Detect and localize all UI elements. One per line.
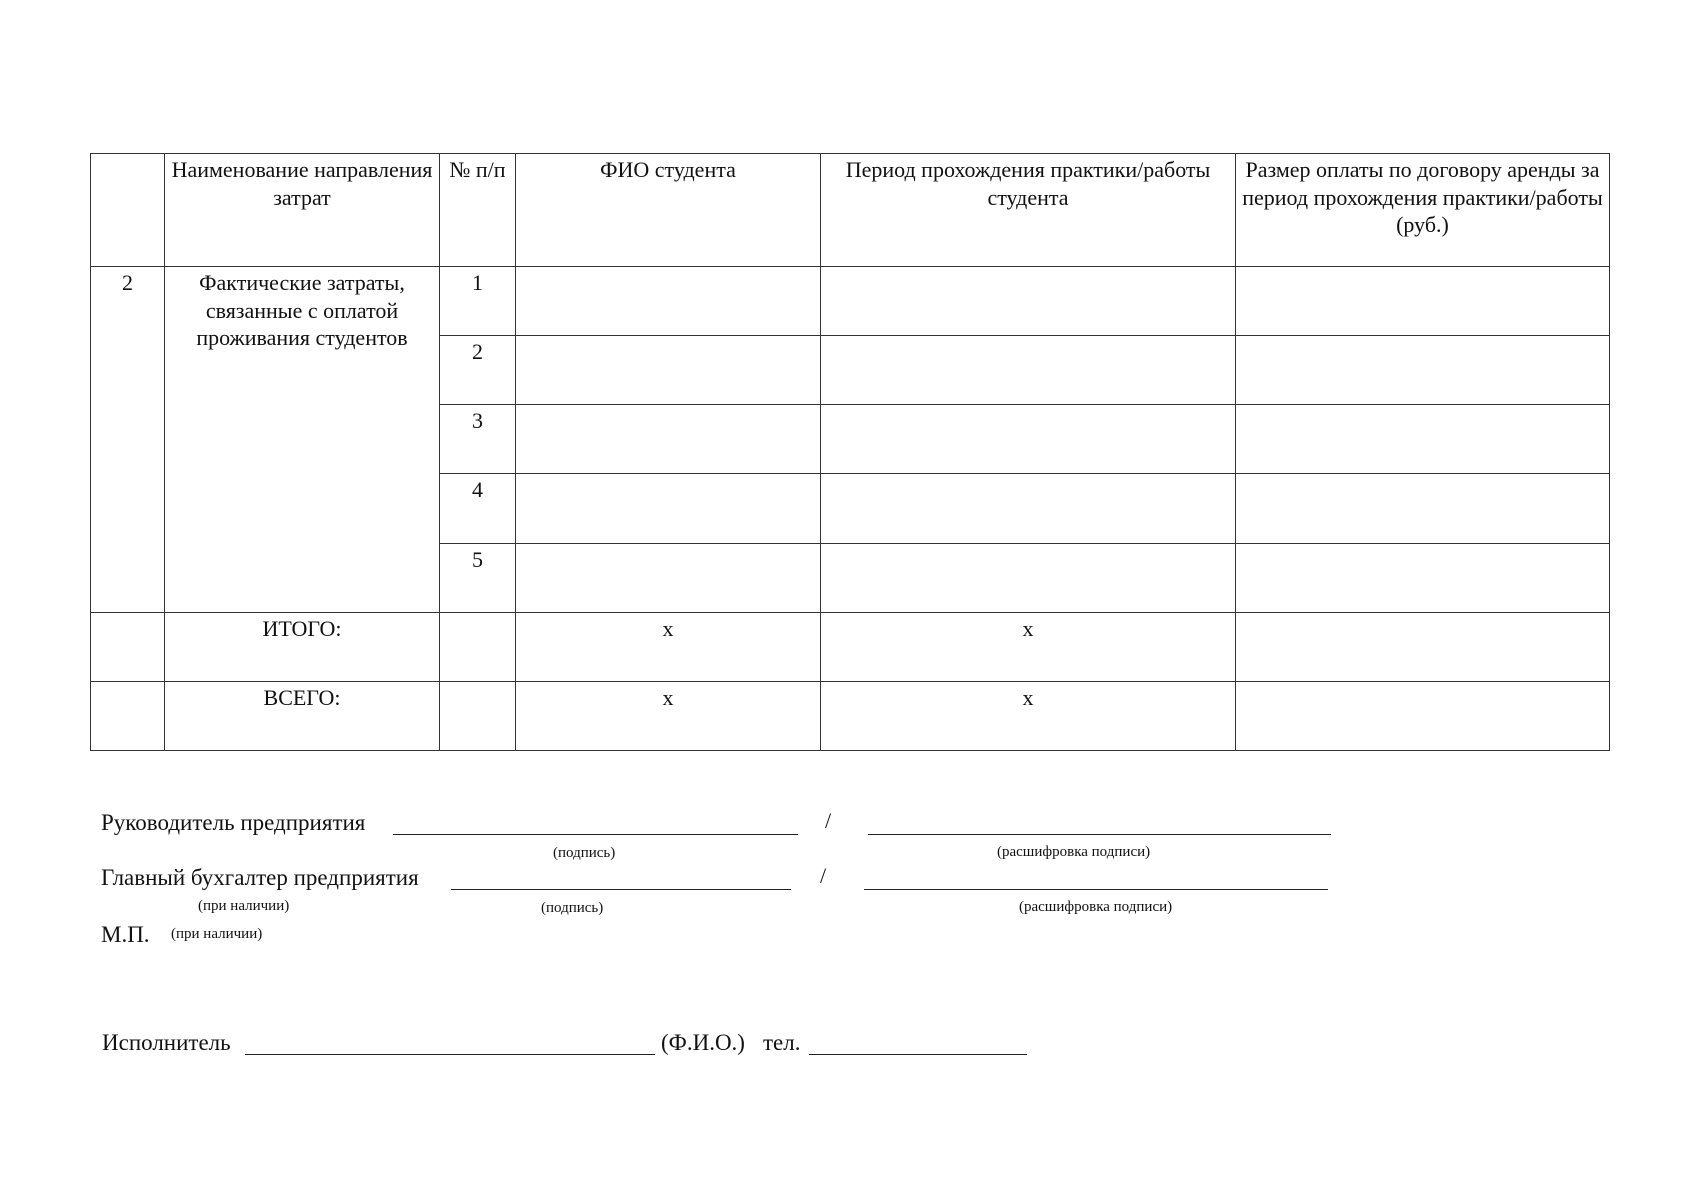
- header-blank: [91, 154, 165, 267]
- fio-cell[interactable]: [516, 405, 821, 474]
- stamp-label: М.П.: [101, 922, 150, 947]
- row-number: 1: [440, 267, 516, 336]
- accountant-label: Главный бухгалтер предприятия: [101, 865, 419, 890]
- fio-cell[interactable]: [516, 336, 821, 405]
- period-cell[interactable]: [821, 474, 1236, 543]
- fio-cell[interactable]: [516, 474, 821, 543]
- header-fio: ФИО студента: [516, 154, 821, 267]
- stamp-note: (при наличии): [171, 926, 263, 942]
- total-row: [91, 612, 1610, 681]
- row-number: 5: [440, 543, 516, 612]
- executor-fio-caption: (Ф.И.О.): [661, 1030, 745, 1055]
- head-decoding-caption: (расшифровка подписи): [997, 844, 1151, 860]
- header-payment: [1236, 154, 1610, 267]
- grand-total-number-blank: [440, 681, 516, 750]
- payment-cell[interactable]: [1236, 405, 1610, 474]
- header-number: № п/п: [440, 154, 516, 267]
- period-cell[interactable]: [821, 336, 1236, 405]
- table-row: [91, 267, 1610, 336]
- grand-total-row: [91, 681, 1610, 750]
- header-payment-text: Размер оплаты по договору аренды за период прохождения практики/работы: [1242, 157, 1603, 210]
- header-direction: Наименование направления затрат: [165, 154, 440, 267]
- total-payment-cell[interactable]: [1236, 612, 1610, 681]
- total-label: ИТОГО:: [165, 612, 440, 681]
- fio-cell[interactable]: [516, 267, 821, 336]
- group-number: 2: [91, 267, 165, 613]
- head-signature-line[interactable]: [393, 834, 798, 835]
- fio-cell[interactable]: [516, 543, 821, 612]
- executor-phone-label: тел.: [763, 1030, 801, 1055]
- grand-total-label: ВСЕГО:: [165, 681, 440, 750]
- grand-total-fio-x: х: [516, 681, 821, 750]
- total-blank: [91, 612, 165, 681]
- accountant-decoding-caption: (расшифровка подписи): [1019, 899, 1173, 915]
- period-cell[interactable]: [821, 405, 1236, 474]
- grand-total-payment-cell[interactable]: [1236, 681, 1610, 750]
- period-cell[interactable]: [821, 267, 1236, 336]
- payment-cell[interactable]: [1236, 543, 1610, 612]
- head-signature-caption: (подпись): [553, 845, 616, 861]
- row-number: 2: [440, 336, 516, 405]
- executor-label: Исполнитель: [102, 1030, 231, 1055]
- total-period-x: х: [821, 612, 1236, 681]
- accountant-decoding-line[interactable]: [864, 889, 1328, 890]
- header-period: Период прохождения практики/работы студента: [821, 154, 1236, 267]
- total-number-blank: [440, 612, 516, 681]
- table-header-row: [91, 154, 1610, 267]
- grand-total-blank: [91, 681, 165, 750]
- payment-cell[interactable]: [1236, 474, 1610, 543]
- head-decoding-line[interactable]: [868, 834, 1331, 835]
- accountant-slash: /: [820, 863, 827, 888]
- executor-phone-line[interactable]: [809, 1054, 1027, 1055]
- payment-cell[interactable]: [1236, 267, 1610, 336]
- head-label: Руководитель предприятия: [101, 810, 366, 835]
- period-cell[interactable]: [821, 543, 1236, 612]
- group-name: Фактические затраты, связанные с оплатой проживания студентов: [165, 267, 440, 613]
- accountant-signature-line[interactable]: [451, 889, 791, 890]
- executor-fio-line[interactable]: [245, 1054, 655, 1055]
- expense-table: [90, 153, 1610, 751]
- row-number: 3: [440, 405, 516, 474]
- header-payment-unit: (руб.): [1396, 212, 1449, 237]
- grand-total-period-x: х: [821, 681, 1236, 750]
- accountant-if-available: (при наличии): [198, 898, 290, 914]
- row-number: 4: [440, 474, 516, 543]
- head-slash: /: [825, 808, 832, 833]
- payment-cell[interactable]: [1236, 336, 1610, 405]
- total-fio-x: х: [516, 612, 821, 681]
- accountant-signature-caption: (подпись): [541, 900, 604, 916]
